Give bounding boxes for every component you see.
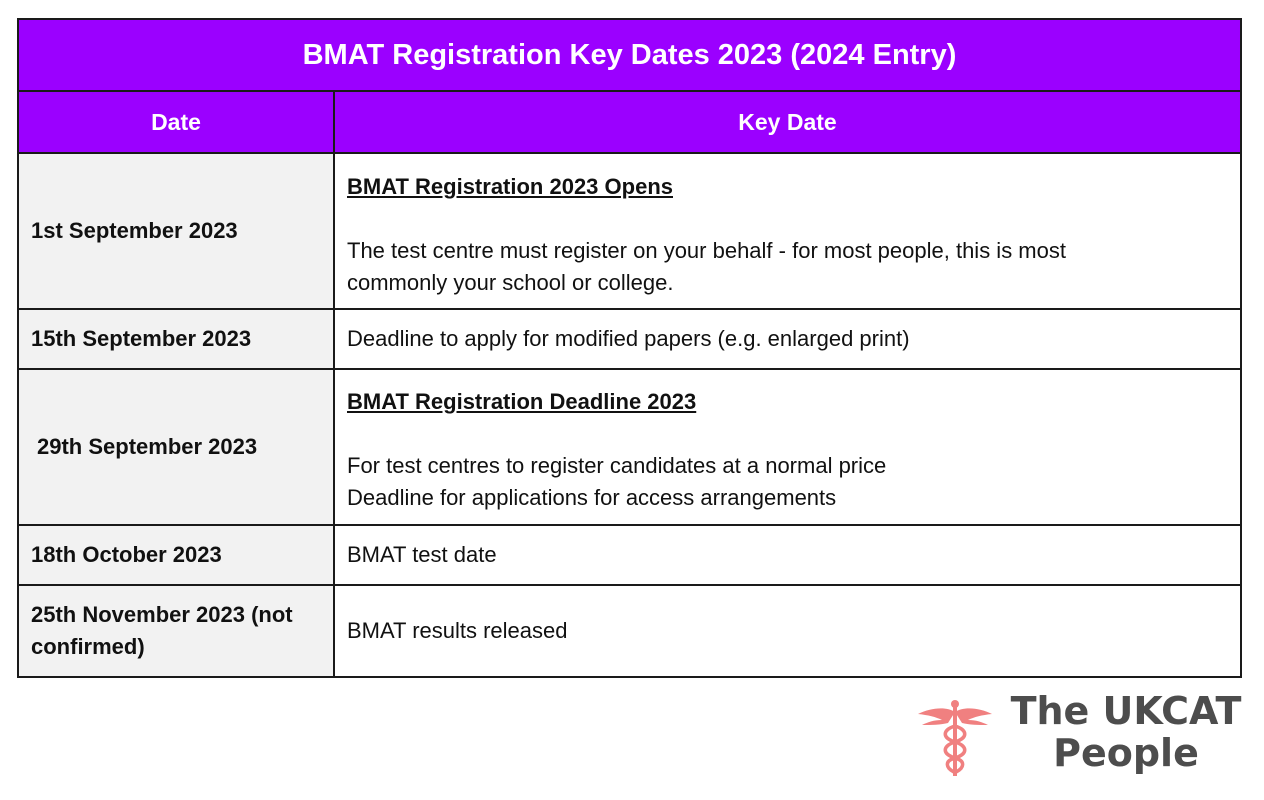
table-title: BMAT Registration Key Dates 2023 (2024 Entry) — [19, 20, 1240, 92]
key-dates-table — [17, 18, 1242, 678]
key-date-cell — [335, 370, 1240, 524]
date-cell: 25th November 2023 (not confirmed) — [19, 586, 335, 676]
header-date: Date — [19, 92, 335, 152]
logo-text — [1008, 690, 1244, 774]
key-date-cell — [335, 310, 1240, 368]
date-cell: 15th September 2023 — [19, 310, 335, 368]
row-text: commonly your school or college. — [347, 270, 674, 295]
table-row — [19, 370, 1240, 526]
row-text: Deadline for applications for access arrangements — [347, 485, 837, 510]
table-header-row — [19, 92, 1240, 154]
row-heading: BMAT Registration 2023 Opens — [347, 174, 673, 199]
caduceus-icon — [916, 698, 994, 778]
table-row — [19, 526, 1240, 586]
key-date-cell — [335, 526, 1240, 584]
logo-line-1: The UKCAT — [1010, 689, 1242, 733]
table-row — [19, 154, 1240, 310]
row-heading: BMAT Registration Deadline 2023 — [347, 389, 697, 414]
date-cell: 1st September 2023 — [19, 154, 335, 308]
key-date-cell — [335, 586, 1240, 676]
logo-line-2: People — [1053, 731, 1199, 775]
date-cell: 29th September 2023 — [19, 370, 335, 524]
row-text: Deadline to apply for modified papers (e.g. enlarged print) — [347, 326, 910, 351]
date-cell: 18th October 2023 — [19, 526, 335, 584]
row-text: For test centres to register candidates at a normal price — [347, 453, 887, 478]
table-row — [19, 586, 1240, 676]
header-key-date: Key Date — [738, 108, 837, 135]
row-text: BMAT results released — [347, 618, 568, 643]
row-text: The test centre must register on your behalf - for most people, this is most — [347, 238, 1066, 263]
row-text: BMAT test date — [347, 542, 497, 567]
key-date-cell — [335, 154, 1240, 308]
ukcat-people-logo — [916, 690, 1246, 785]
table-row — [19, 310, 1240, 370]
